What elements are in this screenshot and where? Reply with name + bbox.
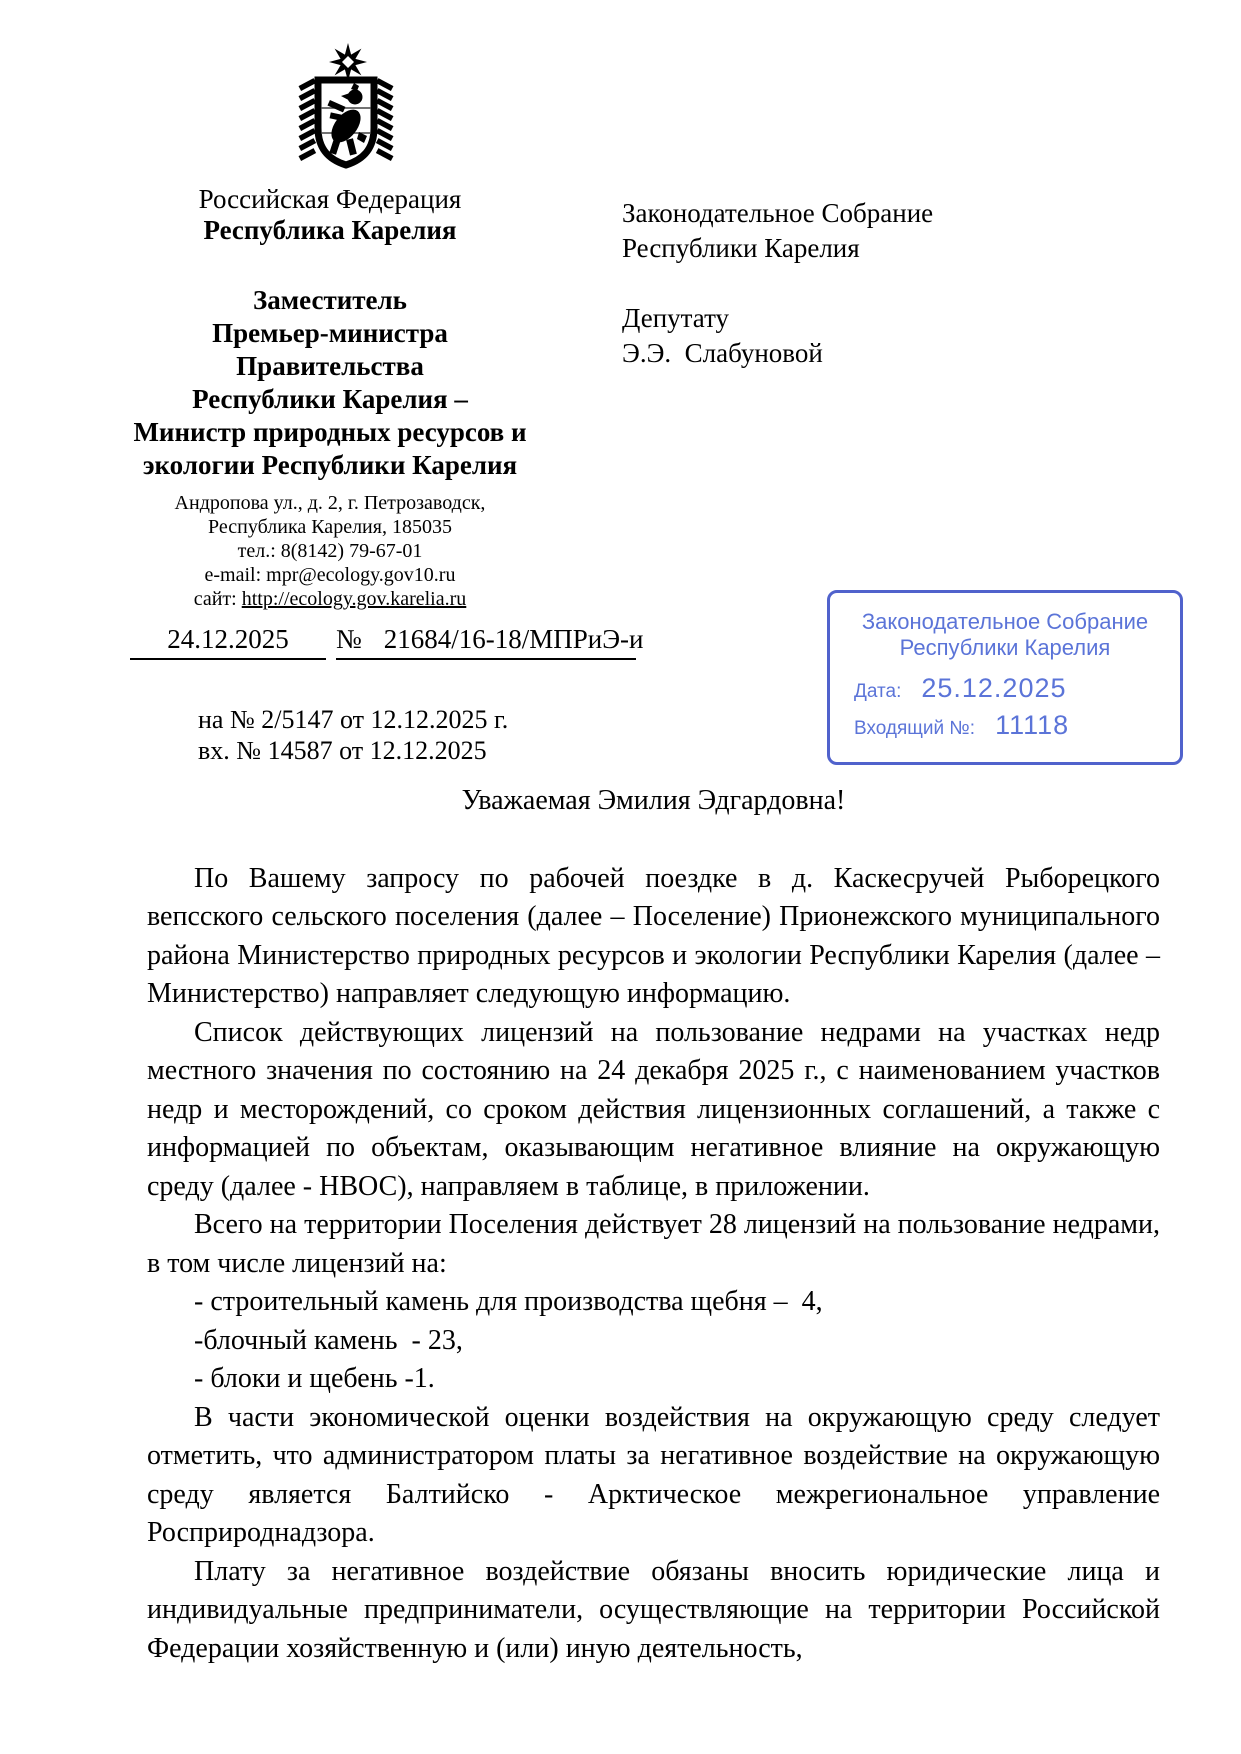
spacer: [622, 266, 1082, 301]
license-list-item: -блочный камень - 23,: [194, 1324, 463, 1356]
contact-line-site: [118, 587, 542, 611]
in-reply-to: на № 2/5147 от 12.12.2025 г.: [198, 705, 509, 734]
addressee-to-line: Э.Э. Слабуновой: [622, 338, 823, 368]
contact-line: Республика Карелия, 185035: [208, 516, 452, 538]
stamp-org-line: Республики Карелия: [899, 635, 1111, 660]
salutation: Уважаемая Эмилия Эдгардовна!: [461, 785, 846, 816]
karelia-coat-of-arms-icon: [296, 40, 396, 172]
letterhead-contacts: [118, 491, 542, 611]
outgoing-number: [336, 624, 644, 660]
letterhead-republic: Республика Карелия: [203, 215, 457, 245]
office-title-line: Правительства: [236, 351, 424, 381]
letterhead-office-title: [118, 284, 542, 482]
contact-line: e-mail: mpr@ecology.gov10.ru: [204, 564, 456, 586]
stamp-date-row: [840, 673, 1170, 704]
stamp-org-title: [840, 609, 1170, 661]
incoming-reference: вх. № 14587 от 12.12.2025: [198, 736, 487, 765]
license-list-item: - строительный камень для производства щебня – 4,: [194, 1286, 823, 1317]
office-title-line: Премьер-министра: [212, 318, 448, 348]
addressee-org-line: Законодательное Собрание: [622, 198, 934, 228]
body-paragraph: Всего на территории Поселения действует 28 лицензий на пользование недрами, в том числе лицензий на:: [147, 1209, 1160, 1279]
letterhead-country: Российская Федерация: [198, 184, 462, 214]
contact-line: тел.: 8(8142) 79-67-01: [237, 540, 423, 562]
stamp-incoming-label: Входящий №:: [854, 718, 976, 739]
body-paragraph: Плату за негативное воздействие обязаны вносить юридические лица и индивидуальные предприниматели, осуществляющие на территории Российской Федерации хозяйственную и (или) иную деятельность,: [147, 1555, 1160, 1664]
number-sign: №: [336, 624, 362, 654]
outgoing-reference-row: [130, 624, 644, 660]
office-title-line: экологии Республики Карелия: [142, 450, 518, 480]
office-title-line: Заместитель: [253, 285, 407, 315]
stamp-org-line: Законодательное Собрание: [861, 609, 1149, 634]
office-title-line: Министр природных ресурсов и: [133, 417, 527, 447]
outgoing-date: 24.12.2025: [130, 624, 326, 660]
stamp-incoming-value: 11118: [995, 710, 1070, 740]
incoming-stamp: [827, 590, 1183, 765]
letter-body: [147, 782, 1160, 1668]
outgoing-number-value: 21684/16-18/МПРиЭ-и: [383, 624, 644, 654]
stamp-date-value: 25.12.2025: [921, 673, 1067, 703]
stamp-date-label: Дата:: [854, 681, 902, 702]
stamp-incoming-row: [840, 710, 1170, 741]
addressee-block: [622, 196, 1082, 371]
body-paragraph: В части экономической оценки воздействия на окружающую среду следует отметить, что администратором платы за негативное воздействие на окружающую среду является Балтийско - Арктическое межрегиональное управление Росприроднадзора.: [147, 1401, 1160, 1548]
office-title-line: Республики Карелия –: [192, 384, 468, 414]
site-url: http://ecology.gov.karelia.ru: [241, 588, 467, 610]
addressee-org-line: Республики Карелия: [622, 233, 860, 263]
letterhead: [118, 184, 542, 611]
license-list-item: - блоки и щебень -1.: [194, 1363, 435, 1394]
addressee-to-line: Депутату: [622, 303, 730, 333]
contact-line: Андропова ул., д. 2, г. Петрозаводск,: [174, 492, 486, 514]
body-paragraph: Список действующих лицензий на пользование недрами на участках недр местного значения по состоянию на 24 декабря 2025 г., с наименованием участков недр и месторождений, со сроком действия лицензионных соглашений, а также с информацией по объектам, оказывающим негативное влияние на окружающую среду (далее - НВОС), направляем в таблице, в приложении.: [147, 1016, 1160, 1202]
body-paragraph: По Вашему запросу по рабочей поездке в д. Каскесручей Рыборецкого вепсского сельского поселения (далее – Поселение) Прионежского муниципального района Министерство природных ресурсов и экологии Республики Карелия (далее – Министерство) направляет следующую информацию.: [147, 862, 1160, 1009]
reply-references: [198, 704, 508, 766]
site-label: сайт:: [193, 588, 242, 610]
